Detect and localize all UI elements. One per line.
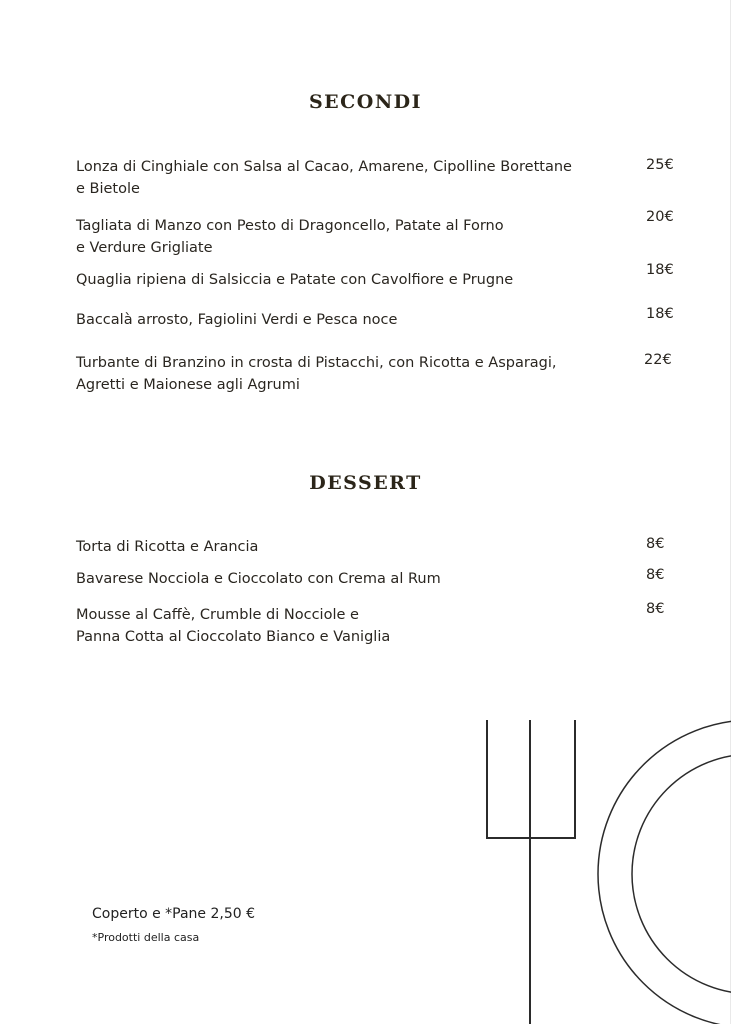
item-name-line: e Verdure Grigliate [76,240,213,256]
item-price: 8€ [646,536,665,552]
item-name-line: Bavarese Nocciola e Cioccolato con Crema al Rum [76,571,441,587]
item-name-line: Quaglia ripiena di Salsiccia e Patate con Cavolfiore e Prugne [76,272,514,288]
item-name-line: Tagliata di Manzo con Pesto di Dragoncello, Patate al Forno [76,218,504,234]
fork-icon [487,720,575,1024]
item-price: 22€ [644,352,672,368]
item-price: 8€ [646,601,665,617]
item-name-line: Mousse al Caffè, Crumble di Nocciole e [76,607,359,623]
secondi-title: SECONDI [308,91,423,113]
item-name-line: Lonza di Cinghiale con Salsa al Cacao, Amarene, Cipolline Borettane [76,159,572,175]
item-name-line: e Bietole [76,181,140,197]
plate-icon [598,720,731,1024]
item-price: 18€ [646,306,674,322]
item-price: 8€ [646,567,665,583]
item-name-line: Turbante di Branzino in crosta di Pistacchi, con Ricotta e Asparagi, [76,355,557,371]
item-price: 20€ [646,209,674,225]
item-name-line: Baccalà arrosto, Fagiolini Verdi e Pesca noce [76,312,398,328]
item-price: 25€ [646,157,674,173]
cover-charge-text: Coperto e *Pane 2,50 € [92,906,256,922]
homemade-note: *Prodotti della casa [92,931,200,944]
item-name-line: Agretti e Maionese agli Agrumi [76,377,300,393]
item-price: 18€ [646,262,674,278]
dessert-title: DESSERT [309,472,422,494]
item-name-line: Torta di Ricotta e Arancia [76,539,259,555]
item-name-line: Panna Cotta al Cioccolato Bianco e Vaniglia [76,629,391,645]
